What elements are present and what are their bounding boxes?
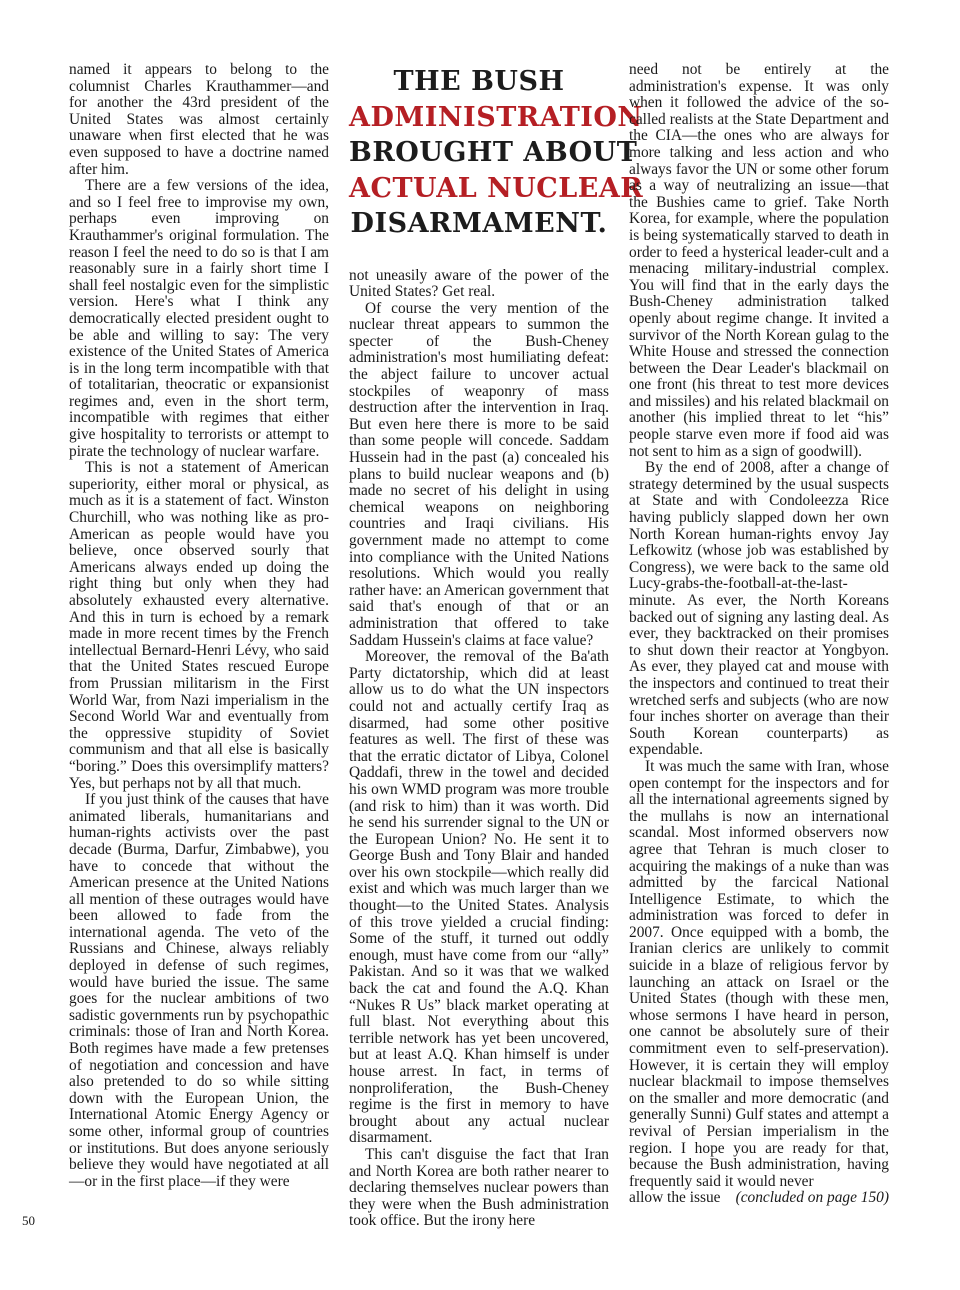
paragraph: This is not a statement of American superiority, either moral or physical, as much as it is a statement of fact. Winston Churchill, who was nothing like as pro-American as people would have you believe, once observed sourly that Americans always ended up doing the right thing but only when they had absolutely exhausted every alternative. And this in turn is echoed by a remark made in more recent times by the French intellectual Bernard-Henri Lévy, who said that the United States rescued Europe from Prussian militarism in the First World War, from Nazi imperialism in the Second World War and eventually from the oppressive stupidity of Soviet communism and that all else is basically “boring.” Does this oversimplify matters? Yes, but perhaps not by all that much. — [69, 459, 329, 792]
page-number: 50 — [22, 1213, 35, 1228]
pull-quote-line: ADMINISTRATION — [349, 101, 643, 133]
pull-quote-line: ACTUAL NUCLEAR — [349, 172, 644, 204]
paragraph: Of course the very mention of the nuclear threat appears to summon the specter of the Bush-Cheney administration's most humiliating defeat: the abject failure to uncover actual stockpiles of weaponry of mass destruction after the intervention in Iraq. But even here there is more to be said than some people will concede. Saddam Hussein had in the past (a) concealed his plans to build nuclear weapons and (b) made no secret of his delight in using chemical weapons on neighboring countries and Iraqi civilians. His government made no attempt to come into compliance with the United Nations resolutions. Which would you really rather have: an American government that said that's enough of that or an administration that offered to take Saddam Hussein's claims at face value? — [349, 299, 609, 649]
paragraph: There are a few versions of the idea, and so I feel free to improvise my own, perhaps even improving on Krauthammer's original formulation. The reason I feel the need to do so is that I am reasonably sure in a fairly short time I shall feel nostalgic even for the simplistic version. Here's what I think any democratically elected president ought to be able and willing to say: The very existence of the United States of America is in the long term incompatible with that of totalitarian, theocratic or expansionist regimes and, even in the short term, incompatible with regimes that either give hospitality to terrorists or attempt to pirate the technology of nuclear warfare. — [69, 177, 329, 460]
article-column-1 — [69, 62, 329, 1190]
article-column-3 — [629, 62, 889, 1207]
last-line — [629, 1190, 889, 1207]
paragraph: need not be entirely at the administration's expense. It was only when it followed the advice of the so-called realists at the State Department and the CIA—the ones who are always for more talking and less action and who always favor the UN or some other forum as a way of neutralizing an issue—that the Bushies came to grief. Take North Korea, for example, where the population is being systematically starved to death in order to feed a hysterical leader-cult and a menacing military-industrial complex. You will find that in the early days the Bush-Cheney administration talked openly about regime change. It invited a survivor of the North Korean gulag to the White House and stressed the connection between the Dear Leader's blackmail on one front (his threat to test more devices and missiles) and his related blackmail on another (his implied threat to let “his” people starve even more if food aid was not sent to him as a sign of goodwill). — [629, 61, 889, 460]
paragraph: It was much the same with Iran, whose open contempt for the inspectors and for all the international agreements signed by the mullahs is now an international scandal. Most informed observers now agree that Tehran is much closer to acquiring the makings of a nuke than was admitted by the farcical National Intelligence Estimate, to which the administration was forced to defer in 2007. Once equipped with a bomb, the Iranian clerics are unlikely to commit suicide in a blaze of religious fervor by launching an attack on Israel or the United States (though with these men, whose sermons I have heard in person, one cannot be absolutely sure of their commitment even to self-preservation). However, it is certain they will employ nuclear blackmail to impose themselves on the smaller and more democratic (and generally Sunni) Gulf states and attempt a revival of Persian imperialism in the region. I hope you are ready for that, because the Bush administration, having frequently said it would never — [629, 757, 889, 1190]
paragraph: If you just think of the causes that have animated liberals, humanitarians and human-rights activists over the past decade (Burma, Darfur, Zimbabwe), you have to concede that without the American presence at the United Nations all mention of these outrages would have been allowed to fade from the international agenda. The veto of the Russians and Chinese, always reliably deployed in defense of such regimes, would have buried the issue. The same goes for the nuclear ambitions of two sadistic governments run by psychopathic criminals: those of Iran and North Korea. Both regimes have made a few pretenses of negotiation and concession and have also pretended to do so while sitting down with the European Union, the International Atomic Energy Agency or some other, informal group of countries or institutions. But does anyone seriously believe they would have negotiated at all—or in the first place—if they were — [69, 791, 329, 1190]
paragraph: Moreover, the removal of the Ba'ath Party dictatorship, which did at least allow us to do what the UN inspectors could not and actually certify Iraq as disarmed, had some other positive features as well. The first of these was that the erratic dictator of Libya, Colonel Qaddafi, threw in the towel and decided his own WMD program was more trouble (and risk to him) than it was worth. Did he send his surrender signal to the UN or the European Union? No. He sent it to George Bush and Tony Blair and handed over his own stockpile—which really did exist and which was much larger than we thought—to the United States. Analysis of this trove yielded a crucial finding: Some of the stuff, it turned out oddly enough, must have come from our “ally” Pakistan. And so it was that we walked back the cat and found the A.Q. Khan “Nukes R Us” black market operating at full blast. Not everything about this terrible network has yet been uncovered, but at least A.Q. Khan himself is under house arrest. In fact, in terms of nonproliferation, the Bush-Cheney regime is the first in memory to have brought about any actual nuclear disarmament. — [349, 648, 609, 1147]
pull-quote — [349, 62, 644, 242]
last-line-text: allow the issue — [629, 1189, 721, 1207]
pull-quote-line: BROUGHT ABOUT — [349, 137, 638, 168]
pull-quote-line: THE BUSH — [393, 66, 565, 97]
pull-quote-line: DISARMAMENT. — [350, 208, 608, 239]
paragraph: By the end of 2008, after a change of strategy determined by the usual suspects at State and with Condoleezza Rice having publicly slapped down her own North Korean human-rights envoy Jay Lefkowitz (whose job was established by Congress), we were back to the same old Lucy-grabs-the-football-at-the-last-minute. As ever, the North Koreans backed out of signing any lasting deal. As ever, they backtracked on their promises to shut down their reactor at Yongbyon. As ever, they played cat and mouse with the inspectors and continued to treat their wretched serfs and subjects (who are now four inches shorter on average than their South Korean counterparts) as expendable. — [629, 459, 889, 759]
article-column-2 — [349, 62, 644, 1230]
paragraph: not uneasily aware of the power of the United States? Get real. — [349, 266, 609, 301]
paragraph: named it appears to belong to the columnist Charles Krauthammer—and for another the 43rd president of the United States was almost certainly unaware when first elected that he was even supposed to have a doctrine named after him. — [69, 61, 329, 178]
continued-note: (concluded on page 150) — [735, 1189, 889, 1207]
paragraph: This can't disguise the fact that Iran and North Korea are both rather nearer to declaring themselves nuclear powers than they were when the Bush administration took office. But the irony here — [349, 1145, 609, 1230]
